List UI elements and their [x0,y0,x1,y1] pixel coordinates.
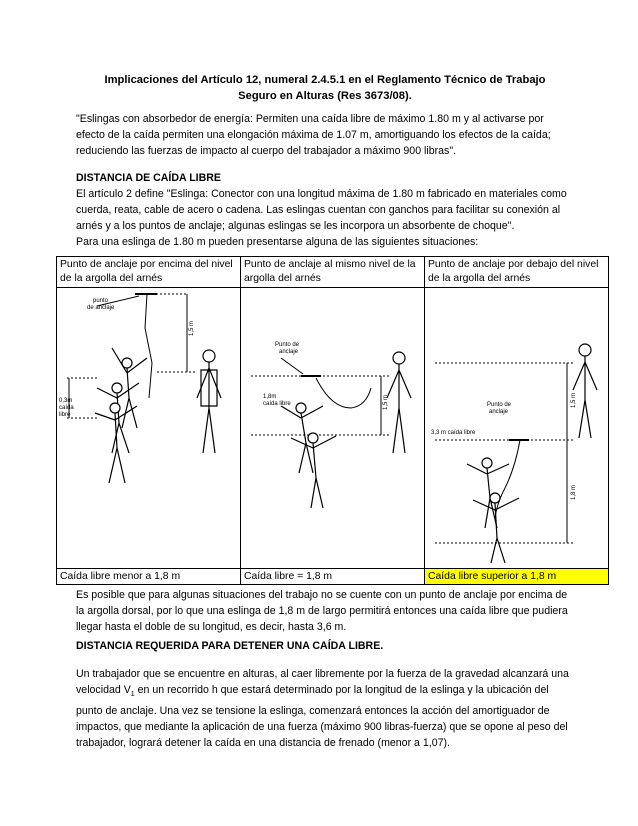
anchor-below-paragraph [76,587,576,635]
title-line-1: Implicaciones del Artículo 12, numeral 2.4.5.1 en el Reglamento Técnico de Trabajo [104,74,546,86]
body-line: cuerda, reata, cable de acero o cadena. Las eslingas cuentan con ganchos para facilitar su conexión al [76,204,561,216]
body-line: la argolla dorsal, por lo que una eslinga de 1,8 m de largo permitirá entonces una caída libre que pudiera [76,605,568,617]
svg-text:punto: punto [93,298,109,304]
caption-less-than: Caída libre menor a 1,8 m [57,569,241,585]
svg-text:1,5 m: 1,5 m [571,392,577,408]
svg-text:caída libre: caída libre [263,401,291,407]
svg-text:3,3 m caída libre: 3,3 m caída libre [431,430,476,436]
body-line: impactos, que mediante la aplicación de una fuerza (máximo 900 libras-fuerza) que se opone al peso del [76,721,568,734]
svg-text:Punto de: Punto de [275,342,300,348]
stopping-distance-heading [76,638,576,654]
header-anchor-level: Punto de anclaje al mismo nivel de la argolla del arnés [241,257,425,288]
table-diagram-row [57,288,609,569]
body-line: Es posible que para algunas situaciones del trabajo no se cuente con un punto de anclaje por encima de [76,589,568,601]
body-line: arnés y a los puntos de anclaje; algunas eslingas se les incorpora un absorbente de choque". [76,220,515,232]
caption-equal: Caída libre = 1,8 m [241,569,425,585]
diagram-anchor-above [57,288,241,569]
header-anchor-above: Punto de anclaje por encima del nivel de la argolla del arnés [57,257,241,288]
caption-greater-than-highlighted: Caída libre superior a 1,8 m [425,569,609,585]
svg-text:1,8m: 1,8m [263,394,277,400]
svg-text:Punto de: Punto de [487,402,512,408]
svg-text:caída: caída [59,405,74,411]
svg-text:anclaje: anclaje [279,349,299,355]
quote-paragraph [76,111,576,159]
diagram-anchor-below [425,288,609,569]
body-line: Un trabajador que se encuentre en alturas, al caer libremente por la fuerza de la gravedad alcanzará una [76,668,569,680]
section-heading-stopping: DISTANCIA REQUERIDA PARA DETENER UNA CAÍDA LIBRE. [76,640,384,652]
quote-line: reduciendo las fuerzas de impacto al cuerpo del trabajador a máximo 900 libras". [76,145,457,157]
body-line: velocidad $V_1$ en un recorrido h que estará determinado por la longitud de la eslinga y la ubicación del [76,684,549,699]
quote-line: efecto de la caída permiten una elongación máxima de 1.07 m, amortiguando los efectos de la caída; [76,129,551,141]
quote-line: "Eslingas con absorbedor de energía: Permiten una caída libre de máximo 1.80 m y al activarse por [76,113,544,125]
svg-text:de anclaje: de anclaje [87,305,115,311]
svg-text:libre: libre [59,412,71,418]
body-line: trabajador, logrará detener la caída en una distancia de frenado (menor a 1,07). [76,737,450,750]
stopping-distance-paragraph [76,666,576,751]
body-line: llegar hasta el doble de su longitud, es decir, hasta 3,6 m. [76,621,347,633]
svg-text:1,5 m: 1,5 m [383,394,389,410]
situations-table [56,256,609,585]
table-caption-row [57,569,609,585]
section-heading-free-fall: DISTANCIA DE CAÍDA LIBRE [76,172,221,184]
svg-text:anclaje: anclaje [489,409,509,415]
body-line: El artículo 2 define "Eslinga: Conector con una longitud máxima de 1.80 m fabricado en materiales como [76,188,567,200]
document-title [60,72,590,104]
header-anchor-below: Punto de anclaje por debajo del nivel de la argolla del arnés [425,257,609,288]
title-line-2: Seguro en Alturas (Res 3673/08). [238,90,412,102]
svg-text:1,8 m: 1,8 m [571,484,577,500]
diagram-1-illustration [57,288,242,568]
svg-text:1,5 m: 1,5 m [189,320,195,336]
svg-text:0,3m: 0,3m [59,398,73,404]
body-line: punto de anclaje. Una vez se tensione la eslinga, comenzará entonces la acción del amortiguador de [76,705,550,718]
diagram-3-illustration [425,288,606,568]
situations-intro: Para una eslinga de 1.80 m pueden presentarse alguna de las siguientes situaciones: [76,236,479,248]
free-fall-section [76,170,576,234]
diagram-2-illustration [241,288,422,568]
table-header-row [57,257,609,288]
diagram-anchor-level [241,288,425,569]
